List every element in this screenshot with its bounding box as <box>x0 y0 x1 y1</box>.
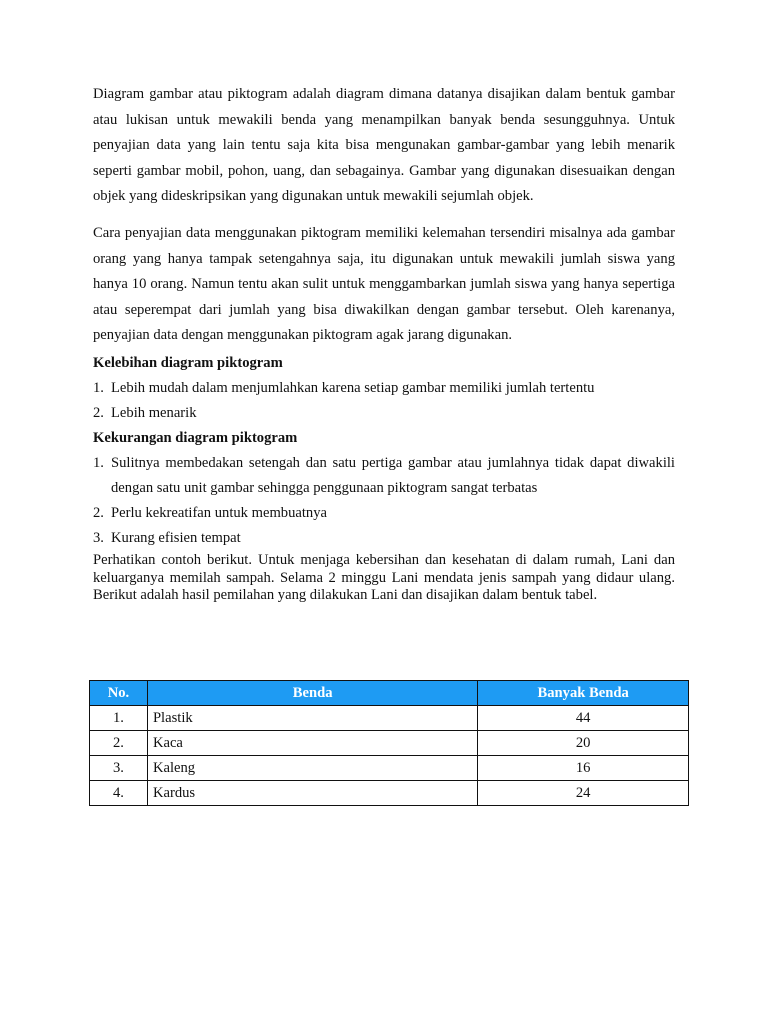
column-header-benda: Benda <box>147 681 477 706</box>
advantages-list <box>93 376 675 426</box>
list-item: 2. Lebih menarik <box>93 404 197 421</box>
table-row <box>90 706 689 731</box>
disadvantages-list <box>93 451 675 551</box>
list-item: 2. Perlu kekreatifan untuk membuatnya <box>93 504 327 521</box>
advantages-heading: Kelebihan diagram piktogram <box>93 354 283 371</box>
cell-banyak: 20 <box>478 731 689 756</box>
disadvantages-heading: Kekurangan diagram piktogram <box>93 429 298 446</box>
cell-no: 1. <box>90 706 148 731</box>
column-header-no: No. <box>90 681 148 706</box>
disadvantages-section <box>93 426 675 551</box>
cell-benda: Kardus <box>147 781 477 806</box>
cell-no: 2. <box>90 731 148 756</box>
table-row <box>90 781 689 806</box>
column-header-banyak-benda: Banyak Benda <box>478 681 689 706</box>
document-body <box>93 82 675 605</box>
cell-banyak: 44 <box>478 706 689 731</box>
cell-benda: Kaca <box>147 731 477 756</box>
list-item: 3. Kurang efisien tempat <box>93 529 241 546</box>
cell-no: 3. <box>90 756 148 781</box>
list-item: 1. Lebih mudah dalam menjumlahkan karena setiap gambar memiliki jumlah tertentu <box>93 379 595 396</box>
table-header-row <box>90 681 689 706</box>
example-intro-paragraph: Perhatikan contoh berikut. Untuk menjaga kebersihan dan kesehatan di dalam rumah, Lani dan keluarganya memilah sampah. Selama 2 minggu Lani mendata jenis sampah yang didaur ulang. Berikut adalah hasil pemilahan yang dilakukan Lani dan disajikan dalam bentuk tabel. <box>93 551 675 604</box>
table-row <box>90 731 689 756</box>
cell-benda: Kaleng <box>147 756 477 781</box>
cell-banyak: 24 <box>478 781 689 806</box>
paragraph-pictogram-definition: Diagram gambar atau piktogram adalah diagram dimana datanya disajikan dalam bentuk gambar atau lukisan untuk mewakili benda yang menampilkan banyak benda sesungguhnya. Untuk penyajian data yang lain tentu saja kita bisa mengunakan gambar-gambar yang lebih menarik seperti gambar mobil, pohon, uang, dan sebagainya. Gambar yang digunakan disesuaikan dengan objek yang dideskripsikan yang digunakan untuk mewakili sejumlah objek. <box>93 86 675 205</box>
cell-banyak: 16 <box>478 756 689 781</box>
cell-benda: Plastik <box>147 706 477 731</box>
cell-no: 4. <box>90 781 148 806</box>
waste-sorting-table <box>89 680 689 806</box>
table-row <box>90 756 689 781</box>
list-item: 1. Sulitnya membedakan setengah dan satu pertiga gambar atau jumlahnya tidak dapat diwakili dengan satu unit gambar sehingga penggunaan piktogram sangat terbatas <box>93 454 675 496</box>
paragraph-pictogram-weakness: Cara penyajian data menggunakan piktogram memiliki kelemahan tersendiri misalnya ada gambar orang yang hanya tampak setengahnya saja, itu digunakan untuk mewakili jumlah siswa yang hanya 10 orang. Namun tentu akan sulit untuk menggambarkan jumlah siswa yang hanya sepertiga atau seperempat dari jumlah yang bisa diwakilkan dengan gambar tersebut. Oleh karenanya, penyajian data dengan menggunakan piktogram agak jarang digunakan. <box>93 224 675 344</box>
advantages-section <box>93 351 675 426</box>
